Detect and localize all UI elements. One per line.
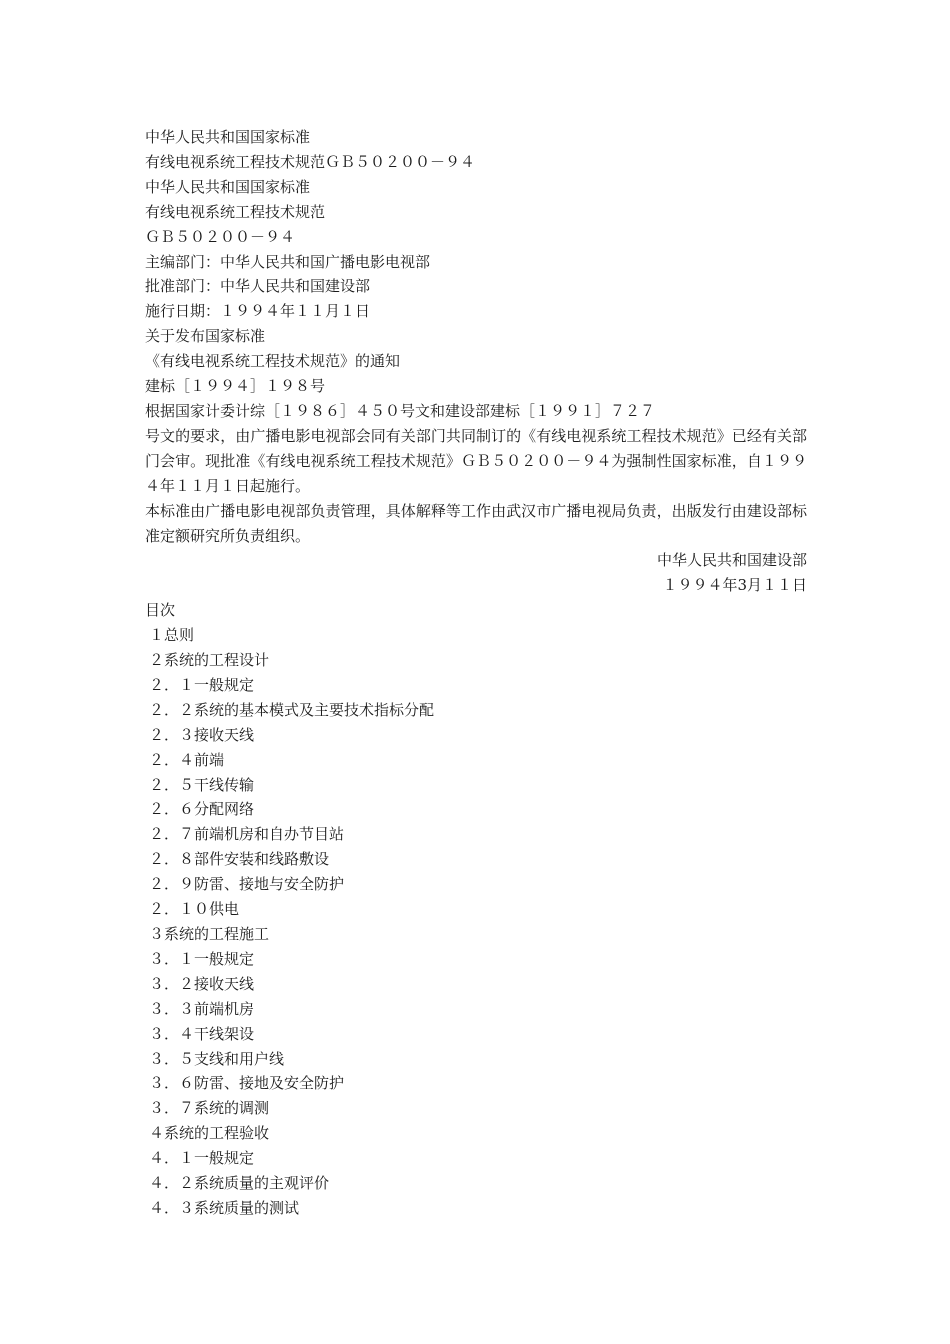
document-header	[145, 125, 807, 424]
toc-item: ３．２接收天线	[149, 974, 255, 993]
signature-org: 中华人民共和国建设部	[656, 551, 807, 570]
toc-item: ２．６分配网络	[149, 800, 255, 819]
toc-item: ３系统的工程施工	[149, 925, 270, 943]
toc-item: １总则	[149, 626, 195, 645]
header-line: 有线电视系统工程技术规范	[145, 202, 326, 221]
toc-item: ３．６防雷、接地及安全防护	[149, 1074, 345, 1093]
header-line: 关于发布国家标准	[145, 327, 266, 346]
header-line: 主编部门：中华人民共和国广播电影电视部	[145, 252, 431, 271]
toc-item: ４．３系统质量的测试	[149, 1198, 300, 1217]
toc-item: ３．１一般规定	[149, 949, 255, 968]
toc-item: ２．２系统的基本模式及主要技术指标分配	[149, 700, 435, 719]
toc-item: ３．４干线架设	[149, 1024, 255, 1043]
toc-item: ３．５支线和用户线	[149, 1049, 285, 1068]
toc-item: ２．４前端	[149, 750, 225, 769]
toc-item: ２．１一般规定	[149, 675, 255, 694]
header-line: 批准部门：中华人民共和国建设部	[145, 277, 371, 296]
notice-paragraph-1: 号文的要求，由广播电影电视部会同有关部门共同制订的《有线电视系统工程技术规范》已经有关部门会审。现批准《有线电视系统工程技术规范》ＧＢ５０２００－９４为强制性国家标准，自１９９４年１１月１日起施行。	[145, 426, 807, 495]
toc-item: ４．２系统质量的主观评价	[149, 1174, 330, 1193]
notice-paragraph-2: 本标准由广播电影电视部负责管理，具体解释等工作由武汉市广播电视局负责，出版发行由建设部标准定额研究所负责组织。	[145, 501, 807, 545]
toc-item: ２．７前端机房和自办节目站	[149, 825, 345, 844]
toc-item: ２．１０供电	[149, 900, 240, 919]
header-line: 有线电视系统工程技术规范ＧＢ５０２００－９４	[145, 152, 476, 171]
toc-item: ４系统的工程验收	[149, 1124, 270, 1143]
toc-item: ２．５干线传输	[149, 775, 255, 794]
header-line: 《有线电视系统工程技术规范》的通知	[145, 352, 401, 371]
toc-item: ４．１一般规定	[149, 1149, 255, 1168]
toc-item: ２．８部件安装和线路敷设	[149, 850, 330, 869]
header-line: 中华人民共和国国家标准	[145, 128, 311, 146]
document-page	[145, 125, 807, 1221]
header-line: 建标［１９９４］１９８号	[145, 377, 326, 396]
signature-date: １９９４年3月１１日	[662, 576, 807, 595]
header-line: 中华人民共和国国家标准	[145, 177, 311, 196]
toc-item: ３．３前端机房	[149, 999, 255, 1018]
toc-title: 目次	[145, 601, 176, 620]
toc-item: ２系统的工程设计	[149, 651, 270, 670]
toc-item: ２．９防雷、接地与安全防护	[149, 875, 345, 894]
header-line: 根据国家计委计综［１９８６］４５０号文和建设部建标［１９９１］７２７	[145, 401, 656, 420]
toc-item: ２．３接收天线	[149, 725, 255, 744]
table-of-contents	[145, 623, 807, 1221]
header-line: 施行日期：１９９４年１１月１日	[145, 302, 371, 321]
header-line: ＧＢ５０２００－９４	[145, 227, 296, 246]
toc-item: ３．７系统的调测	[149, 1099, 270, 1118]
